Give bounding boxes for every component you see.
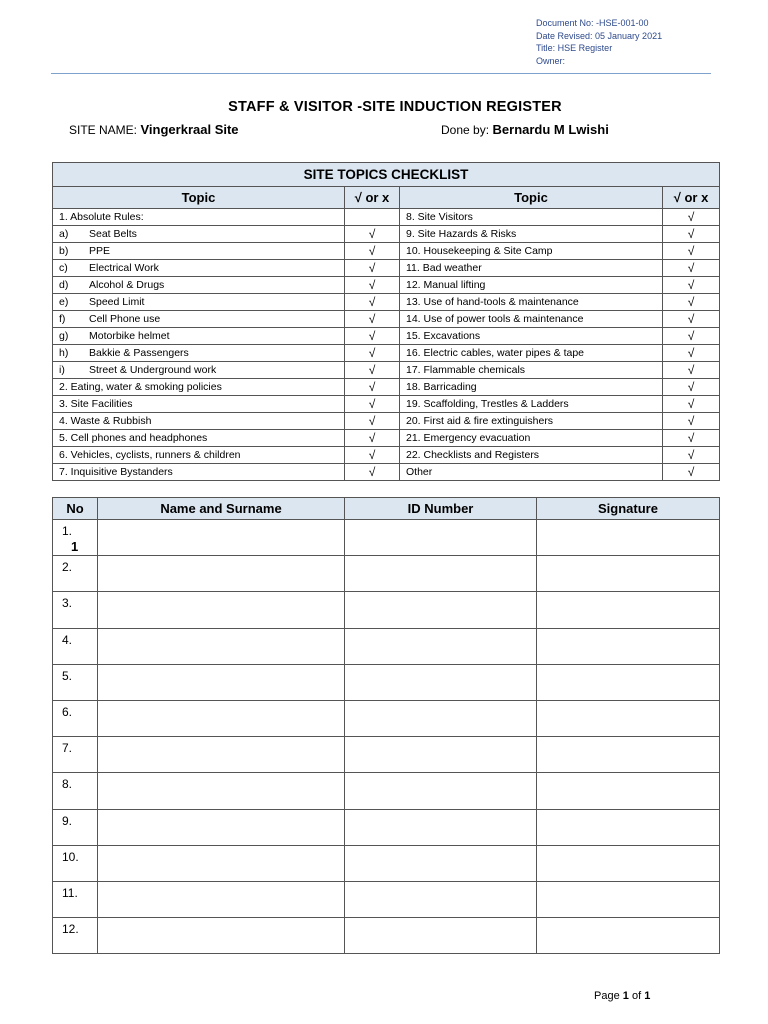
checklist-mark-left: √: [345, 430, 400, 447]
id-number-cell[interactable]: [345, 737, 537, 773]
signature-cell[interactable]: [537, 664, 720, 700]
register-row-number: [53, 520, 98, 556]
row-number-text: 9.: [62, 813, 73, 828]
checklist-topic-text: Street & Underground work: [89, 363, 217, 376]
document-control-block: [536, 17, 662, 67]
checklist-mark-header-left: √ or x: [345, 187, 400, 209]
checklist-mark-right: √: [663, 226, 720, 243]
register-row-number: [53, 773, 98, 809]
checklist-item-letter: e): [59, 295, 69, 308]
row-number-text: 10.: [62, 849, 79, 864]
site-name-label: SITE NAME:: [69, 123, 138, 137]
id-number-cell[interactable]: [345, 809, 537, 845]
done-by-field: [441, 122, 609, 137]
row-number-text: 12.: [62, 922, 79, 937]
checklist-row: [53, 345, 720, 362]
checklist-topic-right: 20. First aid & fire extinguishers: [400, 413, 663, 430]
name-surname-cell[interactable]: [98, 918, 345, 954]
register-row: [53, 881, 720, 917]
checklist-topic-text: Cell Phone use: [89, 312, 161, 325]
id-number-cell[interactable]: [345, 845, 537, 881]
name-surname-cell[interactable]: [98, 664, 345, 700]
checklist-mark-left: √: [345, 260, 400, 277]
checklist-row: [53, 328, 720, 345]
page-number: [594, 990, 650, 1002]
document-title: Title: HSE Register: [536, 43, 613, 53]
checklist-item-letter: a): [59, 227, 69, 240]
checklist-topic-left: [53, 226, 345, 243]
register-row: [53, 809, 720, 845]
checklist-item-letter: f): [59, 312, 66, 325]
register-row: [53, 845, 720, 881]
checklist-topic-text: 4. Waste & Rubbish: [59, 414, 152, 427]
name-surname-cell[interactable]: [98, 520, 345, 556]
id-number-cell[interactable]: [345, 556, 537, 592]
checklist-topic-text: 3. Site Facilities: [59, 397, 133, 410]
signature-cell[interactable]: [537, 918, 720, 954]
checklist-topic-left: [53, 209, 345, 226]
checklist-mark-right: √: [663, 430, 720, 447]
checklist-topic-right: 22. Checklists and Registers: [400, 447, 663, 464]
checklist-topic-text: Bakkie & Passengers: [89, 346, 189, 359]
id-number-cell[interactable]: [345, 881, 537, 917]
checklist-mark-left: √: [345, 379, 400, 396]
register-row-number: [53, 556, 98, 592]
register-body: [53, 520, 720, 954]
checklist-topic-left: [53, 447, 345, 464]
site-name-value: Vingerkraal Site: [140, 122, 239, 137]
checklist-topic-right: 11. Bad weather: [400, 260, 663, 277]
checklist-title: SITE TOPICS CHECKLIST: [53, 163, 720, 187]
id-number-cell[interactable]: [345, 520, 537, 556]
page-total: 1: [644, 990, 651, 1002]
checklist-mark-right: √: [663, 396, 720, 413]
checklist-item-letter: g): [59, 329, 69, 342]
register-name-header: Name and Surname: [98, 498, 345, 520]
register-id-header: ID Number: [345, 498, 537, 520]
checklist-topic-left: [53, 430, 345, 447]
checklist-topic-left: [53, 311, 345, 328]
row-number-text: 11.: [62, 885, 78, 900]
row-number-text: 3.: [62, 596, 73, 611]
id-number-cell[interactable]: [345, 628, 537, 664]
checklist-item-letter: b): [59, 244, 69, 257]
register-row: [53, 628, 720, 664]
checklist-topic-text: Alcohol & Drugs: [89, 278, 165, 291]
checklist-topic-text: 7. Inquisitive Bystanders: [59, 465, 173, 478]
signature-cell[interactable]: [537, 737, 720, 773]
row-number-text: 8.: [62, 777, 73, 792]
checklist-topic-text: Electrical Work: [89, 261, 159, 274]
name-surname-cell[interactable]: [98, 809, 345, 845]
done-by-label: Done by:: [441, 123, 490, 137]
checklist-topic-right: 8. Site Visitors: [400, 209, 663, 226]
checklist-topic-left: [53, 413, 345, 430]
checklist-mark-left: √: [345, 294, 400, 311]
checklist-topic-right: 10. Housekeeping & Site Camp: [400, 243, 663, 260]
checklist-topic-right: 13. Use of hand-tools & maintenance: [400, 294, 663, 311]
register-row-number: [53, 881, 98, 917]
signature-cell[interactable]: [537, 700, 720, 736]
checklist-topic-text: 2. Eating, water & smoking policies: [59, 380, 222, 393]
checklist-row: [53, 277, 720, 294]
checklist-row: [53, 379, 720, 396]
checklist-row: [53, 243, 720, 260]
register-row-number: [53, 737, 98, 773]
document-number: Document No: -HSE-001-00: [536, 18, 649, 28]
row-number-text: 2.: [62, 560, 73, 575]
register-row: [53, 737, 720, 773]
checklist-topic-right: Other: [400, 464, 663, 481]
document-owner: Owner:: [536, 55, 566, 66]
register-row-number: [53, 628, 98, 664]
checklist-topic-text: 6. Vehicles, cyclists, runners & children: [59, 448, 241, 461]
checklist-mark-right: √: [663, 311, 720, 328]
site-topics-checklist: [52, 162, 720, 481]
id-number-cell[interactable]: [345, 918, 537, 954]
checklist-mark-left: √: [345, 447, 400, 464]
signature-cell[interactable]: [537, 592, 720, 628]
done-by-value: Bernardu M Lwishi: [492, 122, 609, 137]
checklist-mark-left: √: [345, 345, 400, 362]
checklist-topic-right: 14. Use of power tools & maintenance: [400, 311, 663, 328]
name-surname-cell[interactable]: [98, 881, 345, 917]
checklist-mark-left: √: [345, 413, 400, 430]
checklist-topic-header-right: Topic: [400, 187, 663, 209]
checklist-topic-left: [53, 260, 345, 277]
checklist-mark-right: √: [663, 209, 720, 226]
checklist-mark-header-right: √ or x: [663, 187, 720, 209]
checklist-mark-right: √: [663, 362, 720, 379]
name-surname-cell[interactable]: [98, 592, 345, 628]
induction-register-table: [52, 497, 720, 954]
checklist-topic-left: [53, 362, 345, 379]
register-row-number: [53, 918, 98, 954]
checklist-topic-left: [53, 328, 345, 345]
checklist-mark-right: √: [663, 413, 720, 430]
signature-cell[interactable]: [537, 773, 720, 809]
register-row-number: [53, 700, 98, 736]
row-number-text: 5.: [62, 668, 73, 683]
checklist-item-letter: c): [59, 261, 68, 274]
register-row: [53, 592, 720, 628]
id-number-cell[interactable]: [345, 700, 537, 736]
name-surname-cell[interactable]: [98, 700, 345, 736]
checklist-topic-left: [53, 464, 345, 481]
signature-cell[interactable]: [537, 520, 720, 556]
id-number-cell[interactable]: [345, 592, 537, 628]
checklist-topic-right: 16. Electric cables, water pipes & tape: [400, 345, 663, 362]
checklist-topic-text: Seat Belts: [89, 227, 137, 240]
checklist-mark-right: √: [663, 243, 720, 260]
name-surname-cell[interactable]: [98, 556, 345, 592]
checklist-topic-right: 15. Excavations: [400, 328, 663, 345]
row-number-text: 7.: [62, 741, 73, 756]
checklist-row: [53, 311, 720, 328]
register-row: [53, 918, 720, 954]
checklist-mark-left: √: [345, 277, 400, 294]
site-name-field: [69, 122, 239, 137]
checklist-topic-text: 1. Absolute Rules:: [59, 210, 144, 223]
register-row-number: [53, 845, 98, 881]
checklist-topic-right: 9. Site Hazards & Risks: [400, 226, 663, 243]
checklist-mark-left: √: [345, 311, 400, 328]
checklist-mark-right: √: [663, 277, 720, 294]
register-signature-header: Signature: [537, 498, 720, 520]
checklist-mark-left: √: [345, 243, 400, 260]
name-surname-cell[interactable]: [98, 773, 345, 809]
checklist-body: [53, 209, 720, 481]
register-no-header: No: [53, 498, 98, 520]
checklist-item-letter: i): [59, 363, 65, 376]
checklist-topic-text: Speed Limit: [89, 295, 145, 308]
checklist-row: [53, 413, 720, 430]
signature-cell[interactable]: [537, 845, 720, 881]
page-word: Page: [594, 990, 620, 1002]
checklist-row: [53, 294, 720, 311]
checklist-row: [53, 362, 720, 379]
checklist-topic-left: [53, 294, 345, 311]
checklist-topic-left: [53, 277, 345, 294]
checklist-topic-left: [53, 396, 345, 413]
checklist-topic-left: [53, 379, 345, 396]
checklist-topic-text: 5. Cell phones and headphones: [59, 431, 208, 444]
checklist-topic-right: 17. Flammable chemicals: [400, 362, 663, 379]
register-row: [53, 773, 720, 809]
page-current: 1: [622, 990, 629, 1002]
register-row: [53, 556, 720, 592]
checklist-topic-right: 21. Emergency evacuation: [400, 430, 663, 447]
checklist-topic-text: PPE: [89, 244, 111, 257]
register-row: [53, 664, 720, 700]
checklist-mark-right: √: [663, 447, 720, 464]
checklist-topic-header-left: Topic: [53, 187, 345, 209]
checklist-mark-left: √: [345, 226, 400, 243]
checklist-row: [53, 396, 720, 413]
checklist-topic-right: 12. Manual lifting: [400, 277, 663, 294]
checklist-mark-right: √: [663, 328, 720, 345]
row-number-extra: 1: [71, 539, 79, 554]
header-divider: [51, 73, 711, 74]
checklist-mark-left: √: [345, 396, 400, 413]
checklist-mark-right: √: [663, 294, 720, 311]
checklist-topic-right: 18. Barricading: [400, 379, 663, 396]
register-row-number: [53, 592, 98, 628]
id-number-cell[interactable]: [345, 773, 537, 809]
checklist-mark-right: √: [663, 345, 720, 362]
register-row: [53, 520, 720, 556]
checklist-topic-right: 19. Scaffolding, Trestles & Ladders: [400, 396, 663, 413]
checklist-topic-left: [53, 345, 345, 362]
signature-cell[interactable]: [537, 556, 720, 592]
checklist-mark-right: √: [663, 379, 720, 396]
signature-cell[interactable]: [537, 809, 720, 845]
checklist-mark-left: √: [345, 328, 400, 345]
checklist-mark-right: √: [663, 260, 720, 277]
checklist-mark-left: √: [345, 464, 400, 481]
checklist-row: [53, 464, 720, 481]
checklist-row: [53, 226, 720, 243]
checklist-mark-left: √: [345, 362, 400, 379]
signature-cell[interactable]: [537, 628, 720, 664]
of-word: of: [631, 990, 642, 1002]
signature-cell[interactable]: [537, 881, 720, 917]
name-surname-cell[interactable]: [98, 628, 345, 664]
register-row-number: [53, 664, 98, 700]
id-number-cell[interactable]: [345, 664, 537, 700]
name-surname-cell[interactable]: [98, 845, 345, 881]
checklist-item-letter: h): [59, 346, 69, 359]
date-revised: Date Revised: 05 January 2021: [536, 30, 663, 41]
checklist-mark-left: [345, 209, 400, 226]
register-row-number: [53, 809, 98, 845]
name-surname-cell[interactable]: [98, 737, 345, 773]
row-number-text: 1.: [62, 524, 73, 538]
checklist-mark-right: √: [663, 464, 720, 481]
checklist-row: [53, 209, 720, 226]
row-number-text: 4.: [62, 632, 73, 647]
checklist-topic-text: Motorbike helmet: [89, 329, 170, 342]
page-title: STAFF & VISITOR -SITE INDUCTION REGISTER: [228, 99, 562, 115]
checklist-item-letter: d): [59, 278, 69, 291]
register-row: [53, 700, 720, 736]
checklist-row: [53, 430, 720, 447]
checklist-row: [53, 260, 720, 277]
checklist-topic-left: [53, 243, 345, 260]
row-number-text: 6.: [62, 704, 73, 719]
checklist-row: [53, 447, 720, 464]
